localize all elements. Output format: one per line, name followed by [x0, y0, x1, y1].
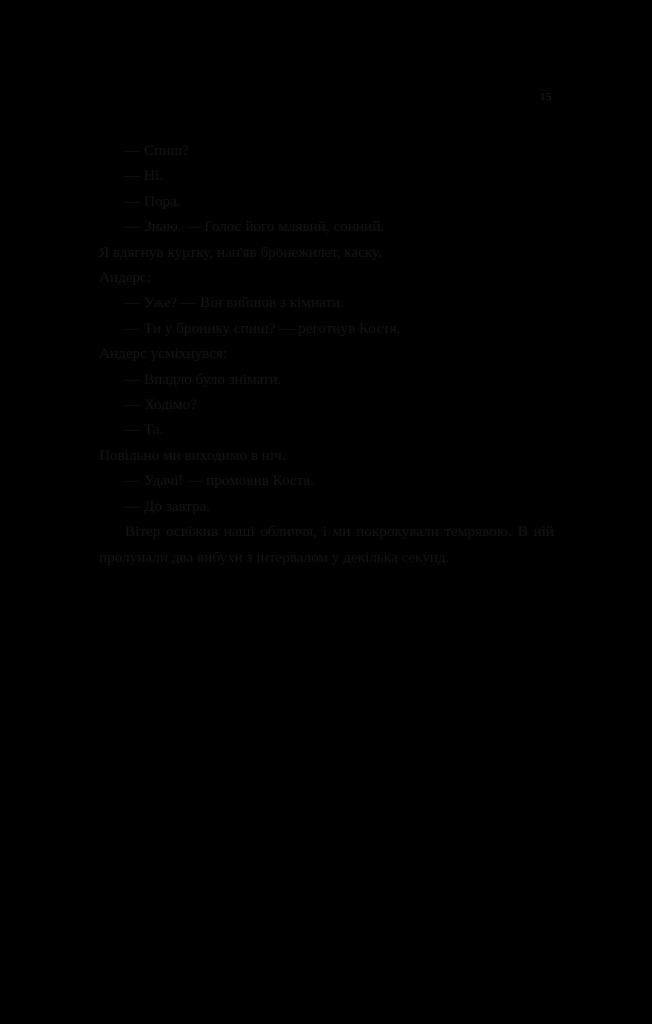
page-number: 15: [540, 91, 552, 103]
narration-line: Повільно ми виходимо в ніч.: [99, 446, 286, 464]
narration-line: Андерс усміхнувся:: [99, 345, 228, 363]
dialogue-line: — Удачі! — промовив Костя.: [125, 472, 314, 490]
dialogue-line: — Уже? — Він вийшов з кімнати.: [125, 294, 344, 312]
dialogue-line: — Та.: [125, 421, 164, 439]
dialogue-line: — Впадло було знімати.: [125, 370, 282, 388]
dialogue-line: — Ходімо?: [125, 396, 198, 414]
dialogue-line: — Ти у бронику спиш? — реготнув Костя.: [125, 319, 401, 337]
body-text: [99, 138, 558, 570]
dialogue-line: — Знаю. — Голос його млявий, сонний.: [125, 218, 385, 236]
narration-line: Андерс:: [99, 269, 152, 287]
closing-paragraph: Вітер освіжив наші обличчя, і ми покрокували темрявою. В ній пролунали два вибухи з інтервалом у декілька секунд.: [99, 523, 558, 566]
dialogue-line: — До завтра.: [125, 497, 211, 515]
dialogue-line: — Спиш?: [125, 142, 189, 159]
dialogue-line: — Ні.: [125, 167, 163, 185]
dialogue-line: — Пора.: [125, 192, 181, 210]
narration-line: Я вдягнув куртку, нап'яв бронежилет, каску.: [99, 243, 382, 261]
